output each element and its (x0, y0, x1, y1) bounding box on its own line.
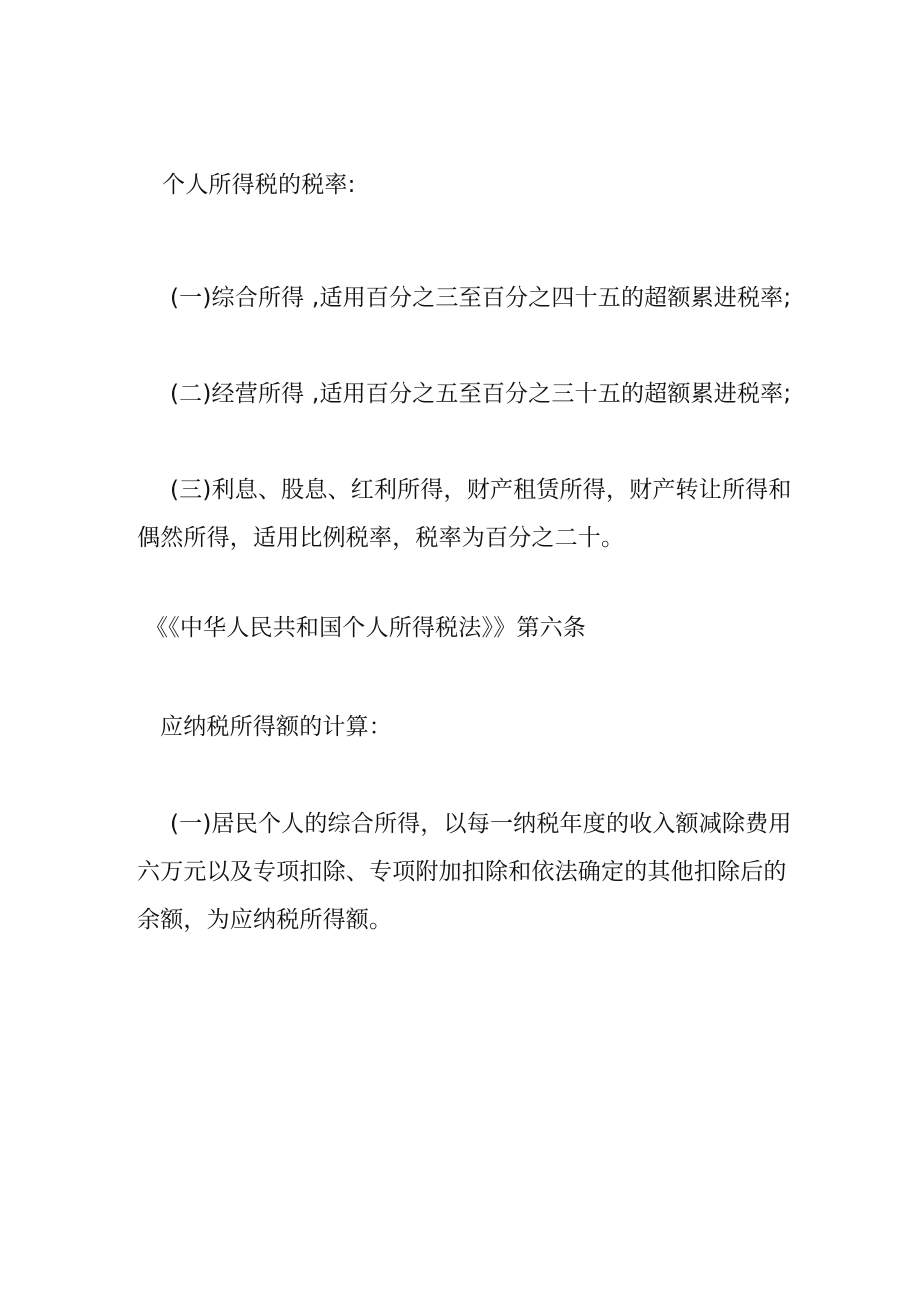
heading-tax-rate: 个人所得税的税率: (162, 172, 356, 198)
rate-item-business-income: (二)经营所得 ,适用百分之五至百分之三十五的超额累进税率; (170, 381, 792, 407)
rate-item-interest-dividends-line1: (三)利息、股息、红利所得，财产租赁所得，财产转让所得和 (170, 477, 792, 503)
calc-item-resident-line2: 六万元以及专项扣除、专项附加扣除和依法确定的其他扣除后的 (137, 859, 787, 885)
calc-item-resident-line1: (一)居民个人的综合所得，以每一纳税年度的收入额减除费用 (170, 811, 792, 837)
calc-item-resident-line3: 余额，为应纳税所得额。 (137, 907, 393, 933)
rate-item-interest-dividends-line2: 偶然所得，适用比例税率，税率为百分之二十。 (137, 525, 625, 551)
law-citation: 《《中华人民共和国个人所得税法》》第六条 (145, 615, 586, 641)
rate-item-comprehensive-income: (一)综合所得 ,适用百分之三至百分之四十五的超额累进税率; (170, 285, 792, 311)
heading-taxable-income-calculation: 应纳税所得额的计算： (160, 714, 392, 740)
